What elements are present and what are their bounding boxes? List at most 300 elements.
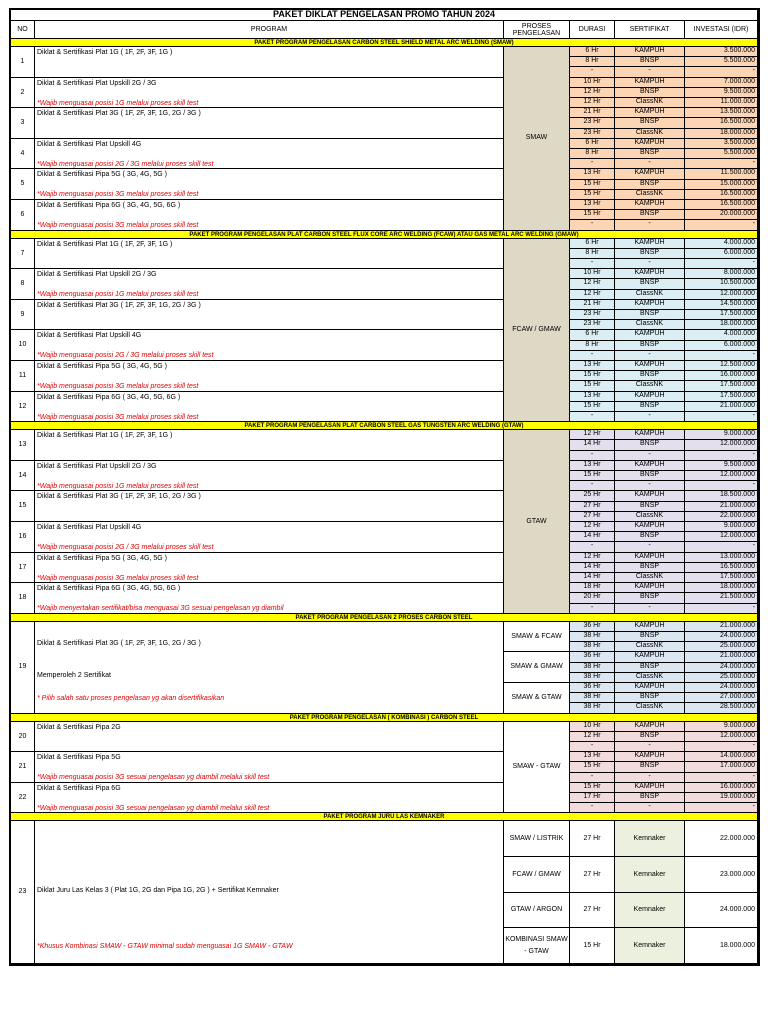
- program-cell: [35, 361, 504, 392]
- program-name: Diklat & Sertifikasi Pipa 6G ( 3G, 4G, 5G, 6G ): [37, 202, 181, 209]
- price-sertifikat: KAMPUH: [615, 108, 685, 118]
- price-durasi: 14 Hr: [570, 563, 615, 573]
- price-investasi: -: [685, 773, 758, 783]
- price-sertifikat: BNSP: [615, 693, 685, 703]
- price-investasi: 5.500.000: [685, 149, 758, 159]
- header-proses: PROSES PENGELASAN: [504, 21, 570, 39]
- price-sertifikat: KAMPUH: [615, 269, 685, 279]
- program-cell: [35, 200, 504, 231]
- program-name: Diklat & Sertifikasi Plat Upskill 2G / 3G: [37, 271, 157, 279]
- price-durasi: 17 Hr: [570, 793, 615, 803]
- price-investasi: 13.000.000: [685, 553, 758, 563]
- price-sertifikat: KAMPUH: [615, 239, 685, 249]
- row-number: 3: [11, 108, 35, 139]
- juru-durasi: 27 Hr: [570, 821, 615, 857]
- price-durasi: 10 Hr: [570, 722, 615, 732]
- price-investasi: 12.000.000: [685, 532, 758, 542]
- program-note: *Wajib menguasai posisi 3G melalui proses skill test: [37, 221, 199, 229]
- row-number: 10: [11, 330, 35, 361]
- price-investasi: 17.500.000: [685, 310, 758, 320]
- price-investasi: 25.000.000: [685, 673, 758, 683]
- price-durasi: 25 Hr: [570, 491, 615, 501]
- program-name: Diklat & Sertifikasi Plat Upskill 2G / 3G: [37, 79, 157, 87]
- price-sertifikat: KAMPUH: [615, 300, 685, 310]
- price-sertifikat: ClassNK: [615, 673, 685, 683]
- process-label: FCAW / GMAW: [504, 239, 570, 423]
- price-sertifikat: KAMPUH: [615, 330, 685, 340]
- program-name: Diklat & Sertifikasi Plat Upskill 4G: [37, 524, 142, 531]
- price-investasi: 22.000.000: [685, 512, 758, 522]
- row-number: 7: [11, 239, 35, 270]
- program-name: Diklat & Sertifikasi Plat 3G ( 1F, 2F, 3F, 1G, 2G / 3G ): [37, 639, 201, 647]
- program-note: *Wajib menyertakan sertifikat/bisa menguasai 3G sesuai pengelasan yg diambil: [37, 605, 284, 613]
- price-investasi: 18.000.000: [685, 320, 758, 330]
- price-durasi: 15 Hr: [570, 783, 615, 793]
- price-durasi: 23 Hr: [570, 118, 615, 128]
- price-investasi: -: [685, 220, 758, 230]
- price-sertifikat: ClassNK: [615, 573, 685, 583]
- price-sertifikat: ClassNK: [615, 129, 685, 139]
- program-note: *Wajib menguasai posisi 2G / 3G melalui proses skill test: [37, 543, 214, 551]
- program-cell: [35, 269, 504, 300]
- juru-investasi: 18.000.000: [685, 928, 758, 964]
- price-sertifikat: ClassNK: [615, 642, 685, 652]
- price-durasi: -: [570, 481, 615, 491]
- price-durasi: 13 Hr: [570, 752, 615, 762]
- price-investasi: -: [685, 67, 758, 77]
- price-investasi: 27.000.000: [685, 693, 758, 703]
- header-sertifikat: SERTIFIKAT: [615, 21, 685, 39]
- program-cell: [35, 430, 504, 461]
- price-sertifikat: KAMPUH: [615, 752, 685, 762]
- price-sertifikat: KAMPUH: [615, 200, 685, 210]
- price-investasi: 21.000.000: [685, 652, 758, 662]
- price-durasi: 23 Hr: [570, 310, 615, 320]
- price-investasi: 16.500.000: [685, 200, 758, 210]
- row-number: 21: [11, 752, 35, 783]
- program-cell: [35, 330, 504, 361]
- price-sertifikat: -: [615, 351, 685, 361]
- price-durasi: 38 Hr: [570, 642, 615, 652]
- price-investasi: -: [685, 604, 758, 614]
- row-number: 12: [11, 392, 35, 423]
- price-durasi: 13 Hr: [570, 461, 615, 471]
- price-sertifikat: BNSP: [615, 632, 685, 642]
- price-sertifikat: -: [615, 742, 685, 752]
- price-durasi: 15 Hr: [570, 762, 615, 772]
- price-sertifikat: -: [615, 67, 685, 77]
- price-investasi: 18.000.000: [685, 129, 758, 139]
- program-name: Diklat & Sertifikasi Plat 1G ( 1F, 2F, 3F, 1G ): [37, 240, 173, 248]
- price-durasi: -: [570, 259, 615, 269]
- price-durasi: -: [570, 803, 615, 813]
- program-note: *Wajib menguasai posisi 2G / 3G melalui proses skill test: [37, 352, 214, 360]
- price-sertifikat: BNSP: [615, 563, 685, 573]
- price-sertifikat: BNSP: [615, 341, 685, 351]
- price-investasi: 12.000.000: [685, 290, 758, 300]
- price-durasi: 15 Hr: [570, 210, 615, 220]
- program-name: Diklat & Sertifikasi Plat Upskill 4G: [37, 140, 142, 148]
- price-durasi: 12 Hr: [570, 430, 615, 440]
- price-sertifikat: -: [615, 542, 685, 552]
- program-note: *Wajib menguasai posisi 3G sesuai pengelasan yg diambil melalui skill test: [37, 774, 270, 782]
- price-durasi: 23 Hr: [570, 129, 615, 139]
- program-cell: [35, 392, 504, 423]
- juru-sertifikat: Kemnaker: [615, 928, 685, 964]
- price-sertifikat: KAMPUH: [615, 783, 685, 793]
- price-sertifikat: KAMPUH: [615, 583, 685, 593]
- price-sertifikat: KAMPUH: [615, 553, 685, 563]
- juru-durasi: 27 Hr: [570, 893, 615, 929]
- price-sertifikat: BNSP: [615, 371, 685, 381]
- price-investasi: 20.000.000: [685, 210, 758, 220]
- price-durasi: 20 Hr: [570, 593, 615, 603]
- price-durasi: 15 Hr: [570, 381, 615, 391]
- price-investasi: 16.500.000: [685, 563, 758, 573]
- price-investasi: 9.000.000: [685, 522, 758, 532]
- program-note: *Wajib menguasai posisi 3G melalui proses skill test: [37, 574, 199, 582]
- price-durasi: 38 Hr: [570, 673, 615, 683]
- price-investasi: -: [685, 803, 758, 813]
- price-investasi: 21.000.000: [685, 402, 758, 412]
- header-no: NO: [11, 21, 35, 39]
- price-investasi: -: [685, 259, 758, 269]
- price-durasi: 8 Hr: [570, 149, 615, 159]
- price-durasi: 23 Hr: [570, 320, 615, 330]
- price-investasi: 5.500.000: [685, 57, 758, 67]
- program-cell: [35, 461, 504, 492]
- price-investasi: 13.500.000: [685, 108, 758, 118]
- price-sertifikat: BNSP: [615, 210, 685, 220]
- price-sertifikat: BNSP: [615, 440, 685, 450]
- price-sertifikat: BNSP: [615, 471, 685, 481]
- program-cell: [35, 522, 504, 553]
- row-number: 15: [11, 491, 35, 522]
- program-name: Diklat & Sertifikasi Pipa 5G ( 3G, 4G, 5G ): [37, 363, 167, 370]
- program-note: *Wajib menguasai posisi 3G sesuai pengelasan yg diambil melalui skill test: [37, 804, 270, 812]
- price-durasi: 6 Hr: [570, 330, 615, 340]
- price-investasi: 9.500.000: [685, 461, 758, 471]
- section-title: PAKET PROGRAM PENGELASAN PLAT CARBON STEEL FLUX CORE ARC WELDING (FCAW) ATAU GAS METAL ARC WELDING (GMAW): [11, 231, 758, 239]
- program-note: *Wajib menguasai posisi 3G melalui proses skill test: [37, 382, 199, 390]
- price-durasi: 6 Hr: [570, 239, 615, 249]
- row-number: 19: [11, 622, 35, 714]
- section-title: PAKET PROGRAM PENGELASAN 2 PROSES CARBON STEEL: [11, 614, 758, 622]
- program-note: *Wajib menguasai posisi 1G melalui proses skill test: [37, 291, 199, 299]
- price-investasi: 21.500.000: [685, 593, 758, 603]
- price-investasi: 17.500.000: [685, 392, 758, 402]
- price-investasi: 14.000.000: [685, 752, 758, 762]
- price-sertifikat: BNSP: [615, 149, 685, 159]
- program-name: Diklat & Sertifikasi Plat 3G ( 1F, 2F, 3F, 1G, 2G / 3G ): [37, 301, 201, 309]
- program-note: *Wajib menguasai posisi 1G melalui proses skill test: [37, 99, 199, 107]
- price-sertifikat: BNSP: [615, 532, 685, 542]
- price-durasi: 38 Hr: [570, 703, 615, 713]
- juru-sertifikat: Kemnaker: [615, 821, 685, 857]
- price-investasi: 9.500.000: [685, 88, 758, 98]
- price-durasi: 8 Hr: [570, 57, 615, 67]
- price-investasi: 16.500.000: [685, 190, 758, 200]
- price-investasi: 9.000.000: [685, 430, 758, 440]
- header-program: PROGRAM: [35, 21, 504, 39]
- program-note: * Pilih salah satu proses pengelasan yg akan disertifikasikan: [37, 694, 225, 702]
- price-sertifikat: BNSP: [615, 88, 685, 98]
- juru-sertifikat: Kemnaker: [615, 857, 685, 893]
- price-sertifikat: KAMPUH: [615, 361, 685, 371]
- price-sertifikat: BNSP: [615, 180, 685, 190]
- price-durasi: -: [570, 351, 615, 361]
- program-name: Diklat Juru Las Kelas 3 ( Plat 1G, 2G dan Pipa 1G, 2G ) + Sertifikat Kemnaker: [37, 886, 279, 894]
- row-number: 9: [11, 300, 35, 331]
- section-title: PAKET PROGRAM JURU LAS KEMNAKER: [11, 813, 758, 821]
- price-durasi: 12 Hr: [570, 88, 615, 98]
- price-sertifikat: BNSP: [615, 118, 685, 128]
- section-title: PAKET PROGRAM PENGELASAN CARBON STEEL SHIELD METAL ARC WELDING (SMAW): [11, 39, 758, 47]
- juru-durasi: 27 Hr: [570, 857, 615, 893]
- program-note: *Wajib menguasai posisi 3G melalui proses skill test: [37, 191, 199, 199]
- price-sertifikat: -: [615, 159, 685, 169]
- price-investasi: -: [685, 412, 758, 422]
- price-sertifikat: KAMPUH: [615, 722, 685, 732]
- price-sertifikat: ClassNK: [615, 190, 685, 200]
- program-name: Diklat & Sertifikasi Pipa 5G ( 3G, 4G, 5G ): [37, 171, 167, 179]
- price-sertifikat: KAMPUH: [615, 522, 685, 532]
- price-investasi: 17.500.000: [685, 381, 758, 391]
- price-durasi: 15 Hr: [570, 190, 615, 200]
- price-durasi: -: [570, 451, 615, 461]
- price-investasi: 11.000.000: [685, 98, 758, 108]
- price-investasi: 7.000.000: [685, 78, 758, 88]
- row-number: 4: [11, 139, 35, 170]
- row-number: 17: [11, 553, 35, 584]
- price-investasi: 14.500.000: [685, 300, 758, 310]
- price-investasi: 17.500.000: [685, 573, 758, 583]
- price-sertifikat: KAMPUH: [615, 78, 685, 88]
- price-sertifikat: ClassNK: [615, 381, 685, 391]
- program-cell: [35, 583, 504, 614]
- price-investasi: 6.000.000: [685, 341, 758, 351]
- price-durasi: 12 Hr: [570, 522, 615, 532]
- juru-investasi: 24.000.000: [685, 893, 758, 929]
- price-durasi: 6 Hr: [570, 47, 615, 57]
- row-number: 22: [11, 783, 35, 814]
- header-investasi: INVESTASI (IDR): [685, 21, 758, 39]
- program-note: *Khusus Kombinasi SMAW - GTAW minimal sudah menguasai 1G SMAW - GTAW: [37, 943, 293, 951]
- price-sertifikat: -: [615, 604, 685, 614]
- price-durasi: 14 Hr: [570, 573, 615, 583]
- price-durasi: 36 Hr: [570, 652, 615, 662]
- row-number: 23: [11, 821, 35, 964]
- price-durasi: 13 Hr: [570, 200, 615, 210]
- price-investasi: -: [685, 542, 758, 552]
- section-title: PAKET PROGRAM PENGELASAN PLAT CARBON STEEL GAS TUNGSTEN ARC WELDING (GTAW): [11, 422, 758, 430]
- price-sertifikat: BNSP: [615, 310, 685, 320]
- program-name: Diklat & Sertifikasi Pipa 5G: [37, 754, 121, 762]
- price-sertifikat: KAMPUH: [615, 47, 685, 57]
- program-name: Diklat & Sertifikasi Plat Upskill 2G / 3G: [37, 462, 157, 470]
- price-durasi: 12 Hr: [570, 98, 615, 108]
- price-investasi: 12.500.000: [685, 361, 758, 371]
- price-durasi: 27 Hr: [570, 512, 615, 522]
- price-sertifikat: BNSP: [615, 402, 685, 412]
- process-label: SMAW - GTAW: [504, 722, 570, 814]
- row-number: 8: [11, 269, 35, 300]
- price-sertifikat: BNSP: [615, 249, 685, 259]
- price-investasi: 12.000.000: [685, 471, 758, 481]
- process-label: FCAW / GMAW: [504, 857, 570, 893]
- header-durasi: DURASI: [570, 21, 615, 39]
- price-sertifikat: -: [615, 220, 685, 230]
- price-durasi: 15 Hr: [570, 402, 615, 412]
- process-label: GTAW / ARGON: [504, 893, 570, 929]
- price-durasi: 13 Hr: [570, 169, 615, 179]
- price-durasi: 38 Hr: [570, 693, 615, 703]
- price-investasi: 18.500.000: [685, 491, 758, 501]
- price-investasi: -: [685, 351, 758, 361]
- program-subtitle: Memperoleh 2 Sertifikat: [37, 671, 111, 679]
- price-investasi: 24.000.000: [685, 683, 758, 693]
- program-cell: [35, 78, 504, 109]
- price-durasi: 12 Hr: [570, 279, 615, 289]
- price-durasi: -: [570, 67, 615, 77]
- juru-investasi: 22.000.000: [685, 821, 758, 857]
- process-label: SMAW: [504, 47, 570, 231]
- price-investasi: 3.500.000: [685, 47, 758, 57]
- program-name: Diklat & Sertifikasi Plat 3G ( 1F, 2F, 3F, 1G, 2G / 3G ): [37, 493, 201, 501]
- price-durasi: 18 Hr: [570, 583, 615, 593]
- price-sertifikat: BNSP: [615, 593, 685, 603]
- row-number: 2: [11, 78, 35, 109]
- program-cell: [35, 752, 504, 783]
- page-title: PAKET DIKLAT PENGELASAN PROMO TAHUN 2024: [11, 10, 758, 21]
- price-durasi: 12 Hr: [570, 290, 615, 300]
- price-durasi: -: [570, 604, 615, 614]
- price-investasi: 18.000.000: [685, 583, 758, 593]
- price-durasi: -: [570, 412, 615, 422]
- price-sertifikat: -: [615, 481, 685, 491]
- price-investasi: -: [685, 159, 758, 169]
- price-sertifikat: BNSP: [615, 732, 685, 742]
- program-name: Diklat & Sertifikasi Pipa 6G ( 3G, 4G, 5G, 6G ): [37, 393, 181, 401]
- price-investasi: 24.000.000: [685, 663, 758, 673]
- program-cell: [35, 491, 504, 522]
- price-investasi: 25.000.000: [685, 642, 758, 652]
- price-sertifikat: BNSP: [615, 762, 685, 772]
- program-cell: [35, 821, 504, 964]
- price-investasi: 28.500.000: [685, 703, 758, 713]
- price-investasi: -: [685, 742, 758, 752]
- program-name: Diklat & Sertifikasi Plat 1G ( 1F, 2F, 3F, 1G ): [37, 432, 173, 440]
- row-number: 16: [11, 522, 35, 553]
- price-durasi: -: [570, 742, 615, 752]
- price-sertifikat: BNSP: [615, 663, 685, 673]
- price-durasi: 15 Hr: [570, 371, 615, 381]
- row-number: 14: [11, 461, 35, 492]
- price-investasi: 6.000.000: [685, 249, 758, 259]
- price-investasi: 15.000.000: [685, 180, 758, 190]
- row-number: 1: [11, 47, 35, 78]
- price-investasi: 21.000.000: [685, 622, 758, 632]
- price-durasi: 6 Hr: [570, 139, 615, 149]
- price-durasi: -: [570, 159, 615, 169]
- price-investasi: 11.500.000: [685, 169, 758, 179]
- program-note: *Wajib menguasai posisi 1G melalui proses skill test: [37, 482, 199, 490]
- row-number: 18: [11, 583, 35, 614]
- price-sertifikat: ClassNK: [615, 98, 685, 108]
- price-investasi: -: [685, 451, 758, 461]
- price-durasi: 14 Hr: [570, 532, 615, 542]
- process-label: SMAW & FCAW: [504, 622, 570, 653]
- price-sertifikat: ClassNK: [615, 512, 685, 522]
- price-investasi: 16.500.000: [685, 118, 758, 128]
- price-sertifikat: BNSP: [615, 57, 685, 67]
- price-investasi: 17.000.000: [685, 762, 758, 772]
- price-sertifikat: -: [615, 803, 685, 813]
- program-name: Diklat & Sertifikasi Plat 1G ( 1F, 2F, 3F, 1G ): [37, 49, 173, 56]
- price-sertifikat: KAMPUH: [615, 461, 685, 471]
- price-durasi: 13 Hr: [570, 392, 615, 402]
- program-cell: [35, 722, 504, 753]
- price-investasi: 16.000.000: [685, 783, 758, 793]
- price-investasi: 21.000.000: [685, 502, 758, 512]
- program-cell: [35, 139, 504, 170]
- price-investasi: 12.000.000: [685, 732, 758, 742]
- row-number: 11: [11, 361, 35, 392]
- price-sertifikat: KAMPUH: [615, 169, 685, 179]
- price-investasi: 10.500.000: [685, 279, 758, 289]
- price-sertifikat: BNSP: [615, 279, 685, 289]
- row-number: 6: [11, 200, 35, 231]
- price-durasi: 38 Hr: [570, 663, 615, 673]
- program-cell: [35, 300, 504, 331]
- process-label: KOMBINASI SMAW - GTAW: [504, 928, 570, 964]
- price-sertifikat: ClassNK: [615, 703, 685, 713]
- price-investasi: 12.000.000: [685, 440, 758, 450]
- program-note: *Wajib menguasai posisi 3G melalui proses skill test: [37, 413, 199, 421]
- juru-sertifikat: Kemnaker: [615, 893, 685, 929]
- price-durasi: -: [570, 542, 615, 552]
- price-investasi: 19.000.000: [685, 793, 758, 803]
- program-cell: [35, 553, 504, 584]
- price-durasi: 21 Hr: [570, 108, 615, 118]
- program-name: Diklat & Sertifikasi Pipa 6G: [37, 784, 121, 792]
- price-durasi: 12 Hr: [570, 732, 615, 742]
- price-durasi: 38 Hr: [570, 632, 615, 642]
- row-number: 20: [11, 722, 35, 753]
- price-sertifikat: KAMPUH: [615, 683, 685, 693]
- price-sertifikat: -: [615, 412, 685, 422]
- price-investasi: 4.000.000: [685, 239, 758, 249]
- price-sertifikat: KAMPUH: [615, 430, 685, 440]
- price-durasi: 21 Hr: [570, 300, 615, 310]
- price-durasi: 27 Hr: [570, 502, 615, 512]
- price-investasi: -: [685, 481, 758, 491]
- price-table: [11, 10, 758, 964]
- price-durasi: 15 Hr: [570, 471, 615, 481]
- price-sertifikat: ClassNK: [615, 290, 685, 300]
- program-cell: [35, 169, 504, 200]
- process-label: GTAW: [504, 430, 570, 614]
- price-sertifikat: -: [615, 259, 685, 269]
- price-sertifikat: KAMPUH: [615, 139, 685, 149]
- program-name: Diklat & Sertifikasi Plat 3G ( 1F, 2F, 3F, 1G, 2G / 3G ): [37, 110, 201, 118]
- price-sertifikat: ClassNK: [615, 320, 685, 330]
- price-sertifikat: BNSP: [615, 502, 685, 512]
- price-sertifikat: KAMPUH: [615, 652, 685, 662]
- row-number: 5: [11, 169, 35, 200]
- program-name: Diklat & Sertifikasi Plat Upskill 4G: [37, 332, 142, 340]
- program-note: *Wajib menguasai posisi 2G / 3G melalui proses skill test: [37, 160, 214, 168]
